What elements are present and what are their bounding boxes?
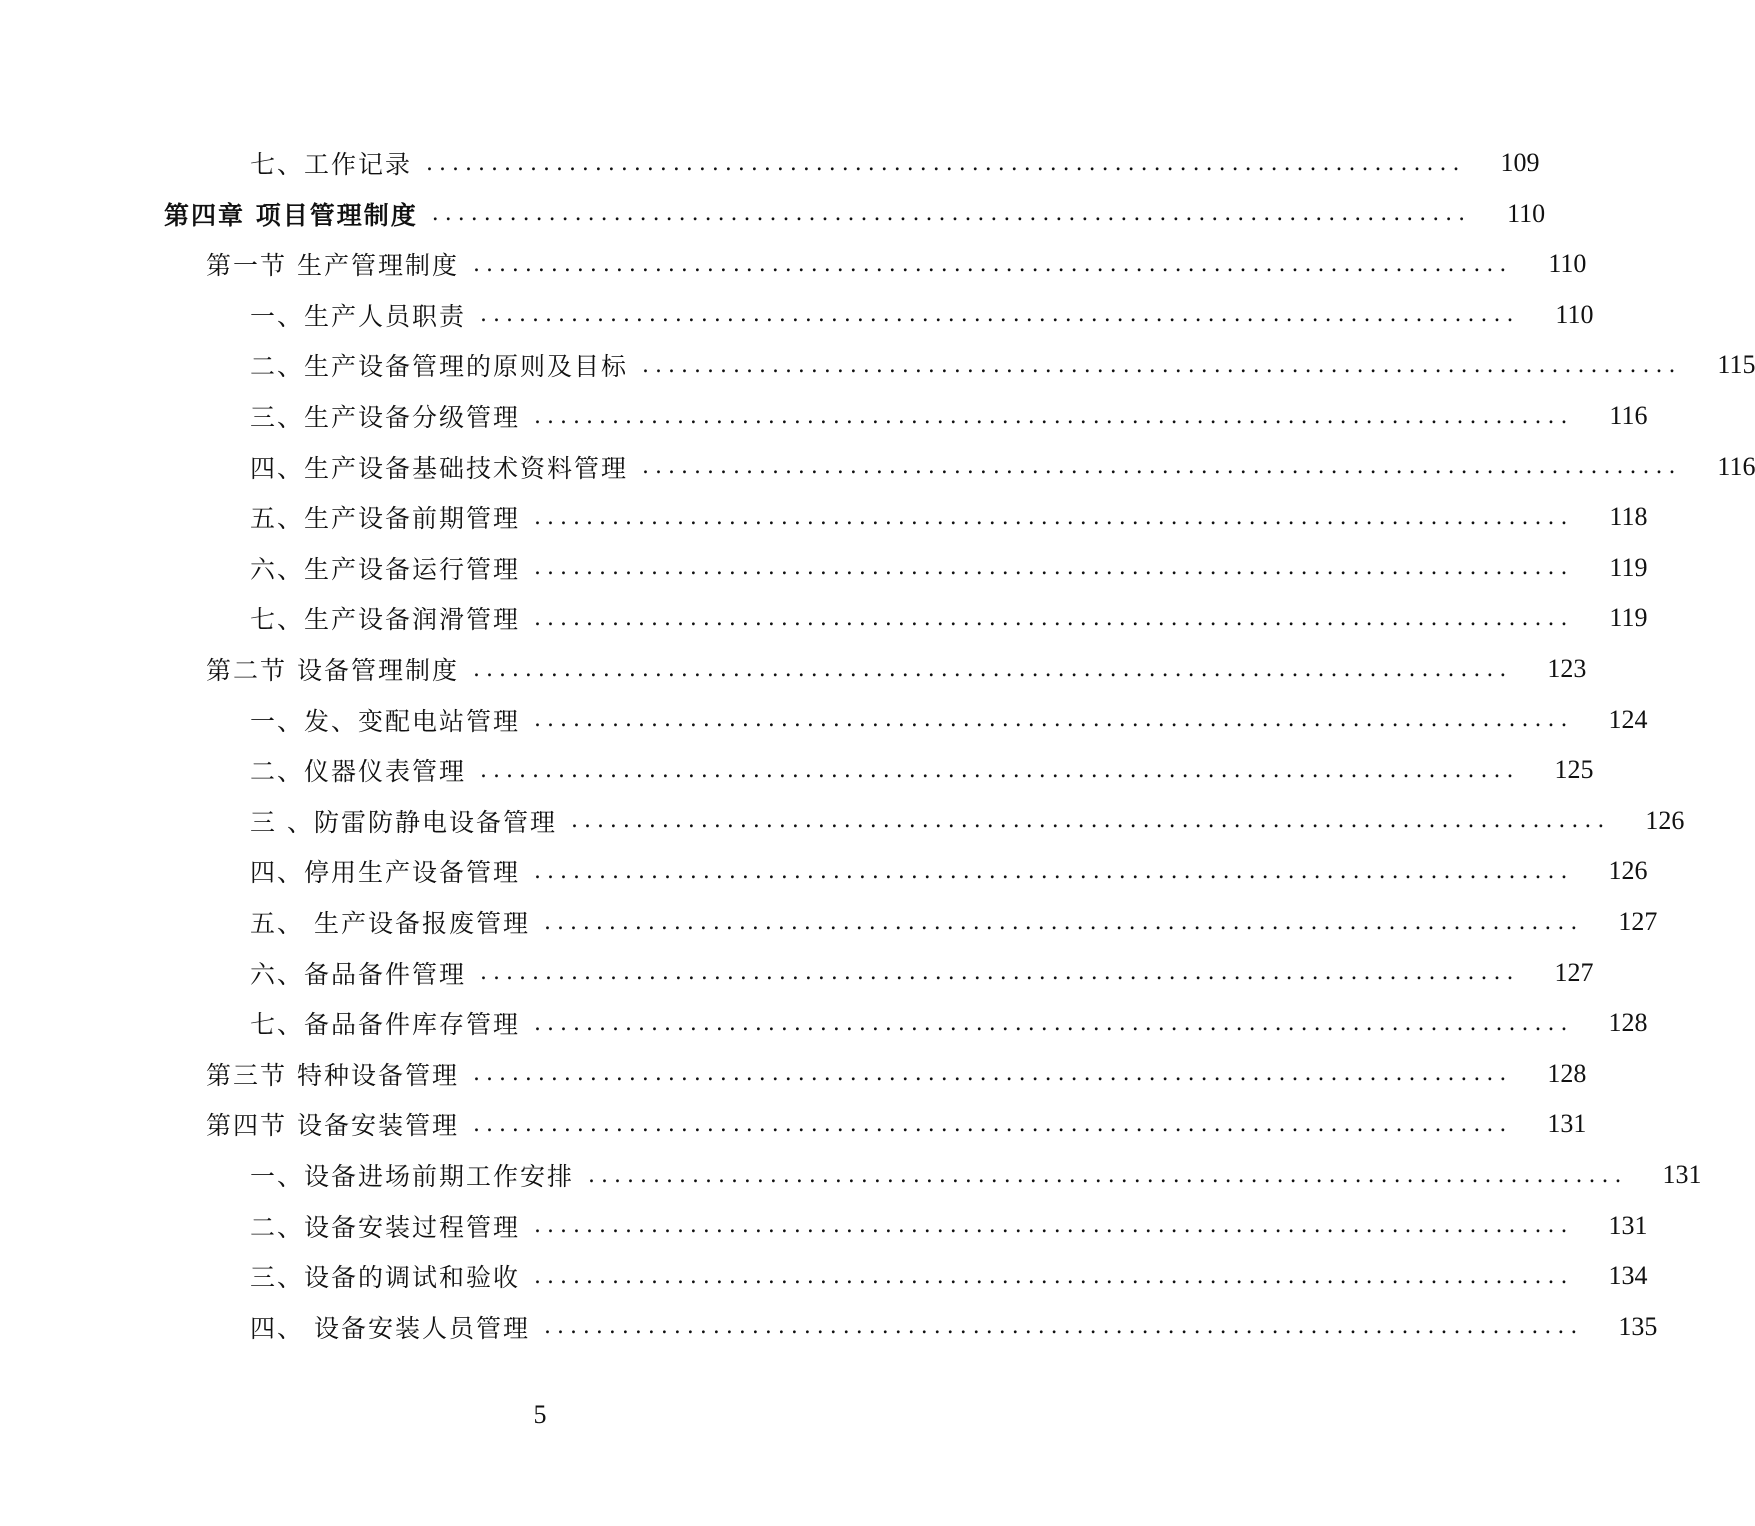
toc-entry-page: 109 bbox=[1500, 148, 1540, 177]
toc-entry[interactable] bbox=[0, 492, 1648, 542]
toc-entry-label: 七、备品备件库存管理 bbox=[250, 1010, 521, 1040]
toc-entry[interactable] bbox=[0, 1251, 1648, 1301]
toc-entry-label: 四、生产设备基础技术资料管理 bbox=[250, 453, 629, 483]
toc-leader-dots: ................................................................................ bbox=[426, 150, 1466, 176]
toc-leader-dots: ................................................................................ bbox=[534, 555, 1574, 581]
toc-leader-dots: ................................................................................ bbox=[472, 1061, 1513, 1087]
toc-leader-dots: ................................................................................ bbox=[534, 1213, 1574, 1239]
toc-leader-dots: ................................................................................ bbox=[588, 1162, 1628, 1188]
toc-entry-label: 三、生产设备分级管理 bbox=[250, 403, 521, 432]
toc-entry-page: 110 bbox=[1507, 198, 1546, 228]
toc-entry-page: 110 bbox=[1555, 299, 1594, 329]
toc-leader-dots: ................................................................................ bbox=[431, 201, 1472, 227]
toc-entry-page: 126 bbox=[1608, 856, 1648, 886]
toc-entry[interactable] bbox=[0, 948, 1594, 998]
toc-entry-label: 六、生产设备运行管理 bbox=[250, 554, 521, 584]
toc-leader-dots: ................................................................................ bbox=[534, 1010, 1574, 1036]
toc-entry-page: 128 bbox=[1547, 1058, 1587, 1088]
toc-leader-dots: ................................................................................ bbox=[543, 909, 1584, 935]
toc-entry-label: 四、 设备安装人员管理 bbox=[250, 1313, 530, 1343]
toc-leader-dots: ................................................................................ bbox=[480, 757, 1520, 783]
toc-entry-page: 127 bbox=[1618, 907, 1658, 936]
toc-entry-label: 七、生产设备润滑管理 bbox=[250, 605, 521, 635]
toc-entry-page: 115 bbox=[1717, 350, 1755, 380]
toc-entry-page: 110 bbox=[1548, 249, 1587, 279]
toc-entry-page: 131 bbox=[1608, 1210, 1648, 1240]
toc-leader-dots: ................................................................................ bbox=[543, 1314, 1584, 1340]
toc-entry-page: 123 bbox=[1547, 654, 1587, 683]
toc-leader-dots: ................................................................................ bbox=[480, 960, 1520, 986]
toc-entry-label: 第四节 设备安装管理 bbox=[206, 1111, 459, 1141]
toc-leader-dots: ................................................................................ bbox=[480, 302, 1520, 328]
toc-leader-dots: ................................................................................ bbox=[472, 251, 1513, 277]
toc-entry[interactable] bbox=[0, 442, 1755, 492]
toc-entry[interactable] bbox=[0, 998, 1648, 1048]
toc-entry-label: 第四章 项目管理制度 bbox=[164, 200, 418, 230]
toc-entry-page: 127 bbox=[1554, 957, 1594, 987]
toc-entry-label: 二、设备安装过程管理 bbox=[250, 1212, 521, 1242]
toc-entry[interactable] bbox=[0, 189, 1546, 239]
toc-entry-page: 116 bbox=[1717, 451, 1755, 481]
toc-entry-page: 119 bbox=[1609, 603, 1648, 633]
toc-entry-page: 134 bbox=[1608, 1261, 1648, 1291]
toc-entry[interactable] bbox=[0, 1099, 1587, 1149]
toc-entry[interactable] bbox=[0, 1150, 1702, 1200]
toc-entry-page: 125 bbox=[1554, 755, 1594, 785]
toc-entry[interactable] bbox=[0, 796, 1685, 846]
toc-entry-page: 118 bbox=[1609, 502, 1648, 532]
toc-leader-dots: ................................................................................ bbox=[534, 707, 1574, 733]
toc-leader-dots: ................................................................................ bbox=[472, 656, 1513, 682]
toc-entry[interactable] bbox=[0, 593, 1648, 643]
toc-entry-label: 三、设备的调试和验收 bbox=[250, 1263, 521, 1293]
toc-entry[interactable] bbox=[0, 340, 1755, 390]
toc-leader-dots: ................................................................................ bbox=[642, 352, 1682, 378]
toc-entry[interactable] bbox=[0, 745, 1594, 795]
page-number: 5 bbox=[533, 1400, 547, 1429]
toc-entry-label: 一、生产人员职责 bbox=[250, 301, 467, 331]
toc-entry[interactable] bbox=[0, 239, 1587, 289]
toc-entry[interactable] bbox=[0, 846, 1648, 896]
toc-leader-dots: ................................................................................ bbox=[642, 454, 1682, 480]
toc-entry-label: 五、生产设备前期管理 bbox=[250, 504, 521, 534]
toc-entry-page: 135 bbox=[1618, 1311, 1658, 1341]
toc-entry-label: 三 、防雷防静电设备管理 bbox=[250, 807, 557, 837]
toc-entry[interactable] bbox=[0, 897, 1658, 947]
toc-entry-label: 五、 生产设备报废管理 bbox=[250, 909, 530, 938]
toc-entry-label: 六、备品备件管理 bbox=[250, 959, 467, 989]
toc-entry-page: 131 bbox=[1662, 1160, 1702, 1189]
toc-entry-label: 二、仪器仪表管理 bbox=[250, 757, 467, 787]
toc-entry-page: 116 bbox=[1609, 401, 1648, 430]
toc-entry[interactable] bbox=[0, 138, 1540, 188]
toc-entry[interactable] bbox=[0, 644, 1587, 694]
toc-entry-label: 第三节 特种设备管理 bbox=[206, 1060, 459, 1090]
toc-entry-label: 一、发、变配电站管理 bbox=[250, 706, 521, 736]
toc-entry-label: 第一节 生产管理制度 bbox=[206, 251, 459, 281]
toc-entry-page: 119 bbox=[1609, 552, 1648, 582]
toc-entry-page: 124 bbox=[1608, 704, 1648, 734]
toc-entry-label: 第二节 设备管理制度 bbox=[206, 656, 459, 685]
toc-leader-dots: ................................................................................ bbox=[570, 808, 1611, 834]
toc-entry-label: 二、生产设备管理的原则及目标 bbox=[250, 352, 629, 382]
toc-entry[interactable] bbox=[0, 1049, 1587, 1099]
toc-entry-label: 四、停用生产设备管理 bbox=[250, 858, 521, 888]
toc-leader-dots: ................................................................................ bbox=[472, 1111, 1513, 1137]
toc-entry[interactable] bbox=[0, 391, 1648, 441]
toc-entry[interactable] bbox=[0, 1201, 1648, 1251]
toc-entry-page: 126 bbox=[1645, 805, 1685, 835]
toc-leader-dots: ................................................................................ bbox=[534, 605, 1574, 631]
toc-entry[interactable] bbox=[0, 695, 1648, 745]
toc-entry[interactable] bbox=[0, 1302, 1658, 1352]
toc-leader-dots: ................................................................................ bbox=[534, 504, 1574, 530]
toc-entry[interactable] bbox=[0, 290, 1594, 340]
toc-leader-dots: ................................................................................ bbox=[534, 403, 1574, 429]
toc-entry-label: 一、设备进场前期工作安排 bbox=[250, 1162, 575, 1191]
toc-entry-page: 128 bbox=[1608, 1008, 1648, 1038]
toc-leader-dots: ................................................................................ bbox=[534, 858, 1574, 884]
toc-entry-label: 七、工作记录 bbox=[250, 150, 413, 179]
toc-entry[interactable] bbox=[0, 543, 1648, 593]
toc-entry-page: 131 bbox=[1547, 1109, 1587, 1139]
toc-leader-dots: ................................................................................ bbox=[534, 1263, 1574, 1289]
